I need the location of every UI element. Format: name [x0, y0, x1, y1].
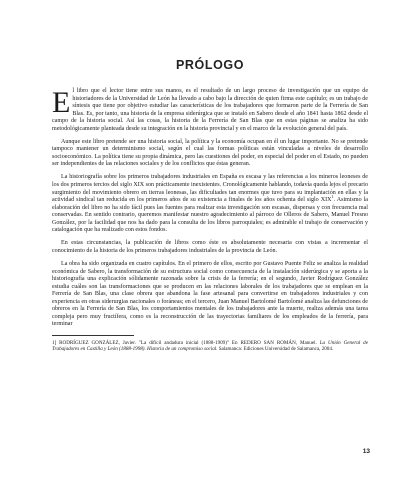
page-body — [52, 58, 368, 352]
paragraph-3-text-a: La historiografía sobre los primeros trabajadores industriales en España es escasa y las referencias a los mineros leoneses de los dos primeros tercios del siglo XIX son prácticamente inexistentes. Cronológicamente hablando, todavía queda lejos el precario surgimiento del movimiento obrero en tierras leonesas, las dificultades tan enormes que tuvo para su implantación en ellas y la actividad sindical tan reducida en los primeros años de su existencia a finales de los años ochenta del siglo XIX — [52, 174, 368, 204]
footnote-text-a: RODRÍGUEZ GONZÁLEZ, Javier. "La difícil andadura inicial (1888-1909)" En REDERO SAN ROMÁN, Manuel. — [56, 339, 320, 346]
footnote — [52, 340, 368, 353]
paragraph-5: La obra ha sido organizada en cuatro capítulos. En el primero de ellos, escrito por Gustavo Puente Feliz se analiza la realidad económica de Sabero, la transformación de su estructura social como consecuencia de la instalación siderúrgica y se aporta a la historiografía una explicación sólidamente razonada sobre la crisis de la ferrería; en el segundo, Javier Rodríguez González estudia cuáles son las transformaciones que se producen en las relaciones laborales de los trabajadores que se emplean en la Ferrería de San Blas, una clase obrera que abandona la fase artesanal para convertirse en trabajadores industriales y con experiencia en otras siderurgias nacionales o foráneas; en el tercero, Juan Manuel Bartolomé Bartolomé analiza las defunciones de obreros en la Ferrería de San Blas, los comportamientos mentales de los trabajadores ante la muerte, realiza además una tarea compleja pero muy fructífera, como es la reconstrucción de las trayectorias familiares de los empleados de la ferrería, para terminar — [52, 260, 368, 328]
footnote-reference[interactable]: 1 — [331, 194, 334, 200]
footnote-divider — [52, 335, 134, 336]
page-number: 13 — [362, 448, 370, 455]
footnote-text-b: Salamanca: Ediciones Universidad de Salamanca, 2004. — [217, 346, 334, 353]
paragraph-4: En estas circunstancias, la publicación de libros como éste es absolutamente necesaria con vistas a incrementar el conocimiento de la historia de los primeros trabajadores industriales de la provincia de León. — [52, 240, 368, 254]
paragraph-3-text-b: . Asimismo la elaboración del libro no ha sido fácil pues las fuentes para realizar esta investigación son escasas, dispersas y con frecuencia mal conservadas. En sentido contrario, queremos manifestar nuestro agradecimiento al párroco de Olleros de Sabero, Manuel Fresno González, por la facilidad que nos ha dado para la consulta de los libros parroquiales; es admirable el trabajo de conservación y catalogación que ha realizado con estos fondos. — [52, 197, 368, 234]
paragraph-2: Aunque este libro pretende ser una historia social, la política y la economía ocupan en él un lugar importante. No se pretende tampoco mantener un determinismo social, según el cual las formas políticas están vinculadas a niveles de desarrollo socioeconómico. La política tiene su propia dinámica, pero las cuestiones del poder, en especial del poder en el Estado, no pueden ser independientes de las relaciones sociales y de los conflictos que éstas generan. — [52, 138, 368, 168]
paragraph-1 — [52, 88, 368, 133]
paragraph-1-text: l libro que el lector tiene entre sus manos, es el resultado de un largo proceso de investigación que un equipo de historiadores de la Universidad de León ha llevado a cabo bajo la dirección de quien firma este capítulo; es un trabajo de síntesis que tiene por objetivo estudiar las características de los trabajadores que formaron parte de la Ferrería de San Blas. Es, por tanto, una historia de la empresa siderúrgica que se instaló en Sabero desde el año 1841 hasta 1862 desde el campo de la historia social. Así las cosas, la historia de la Ferrería de San Blas que en estas páginas se analiza ha sido metodológicamente planteada desde su integración en la historia provincial y en el marco de la evolución general del país. — [52, 88, 368, 132]
page-title: PRÓLOGO — [175, 58, 245, 72]
paragraph-3 — [52, 174, 368, 234]
drop-cap: E — [52, 86, 71, 119]
footnote-marker: 1] — [52, 339, 57, 346]
footnote-book-title: La Unión General de Trabajadores en Castilla y León (1888-1998). Historia de un compromiso social. — [52, 339, 368, 353]
